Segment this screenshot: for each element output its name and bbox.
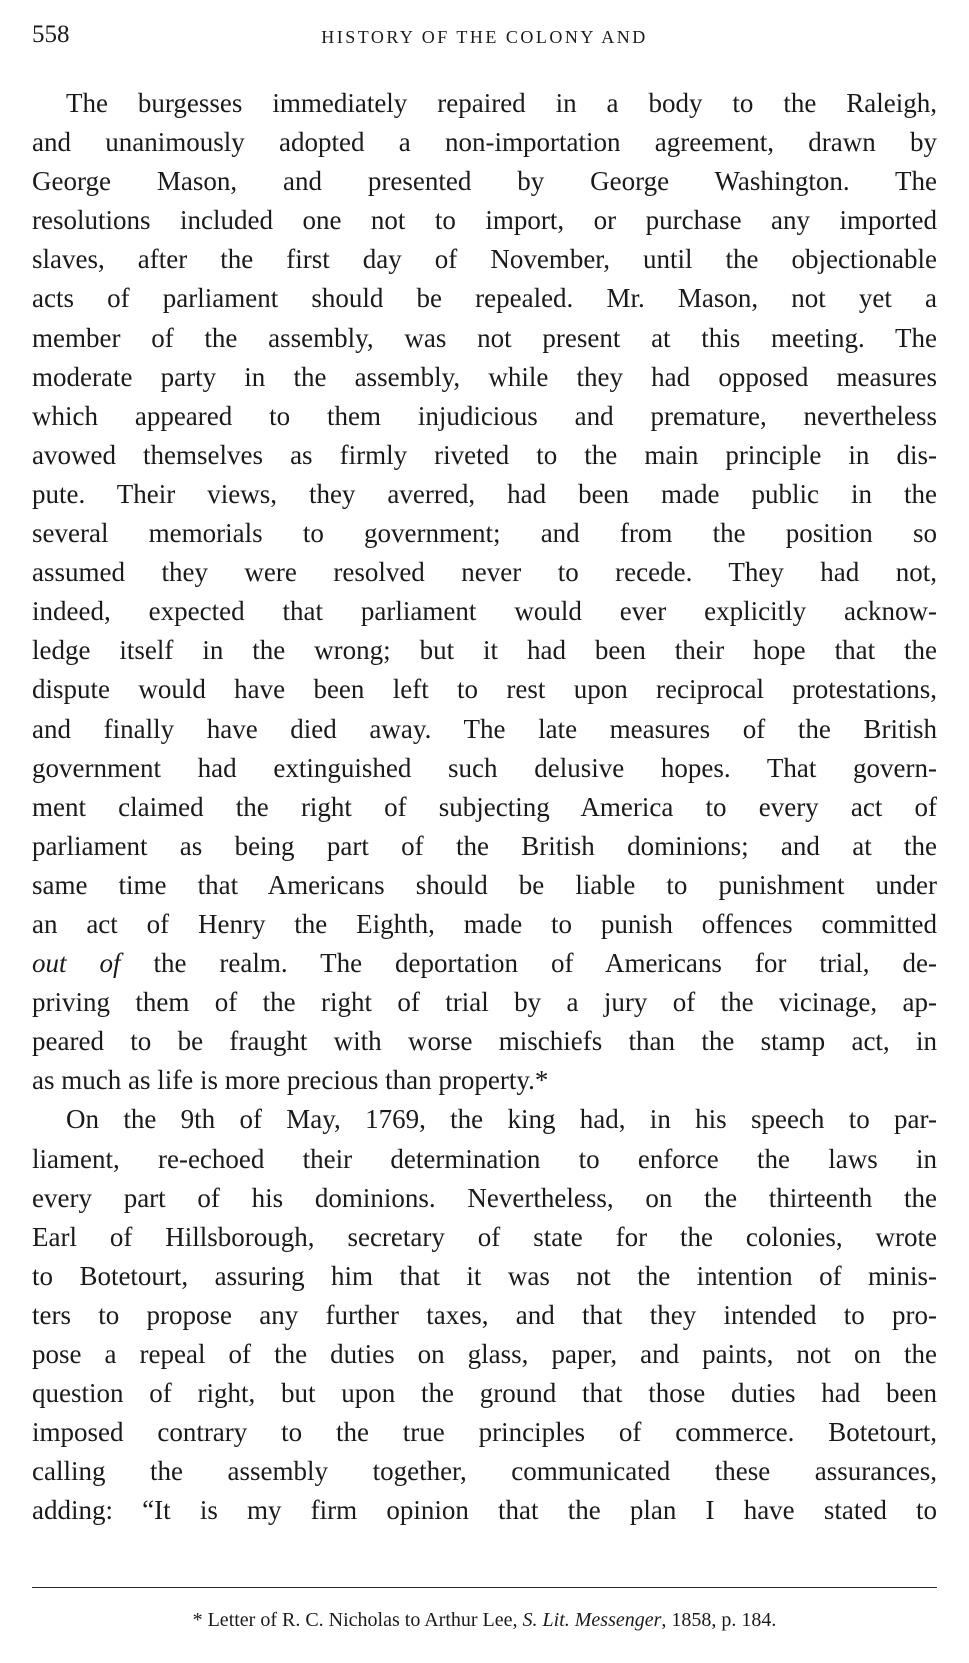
text-line: peared to be fraught with worse mischiefs than the stamp act, in (32, 1026, 937, 1057)
text-line: and unanimously adopted a non-importation agreement, drawn by (32, 127, 937, 158)
footnote-citation: , 1858, p. 184. (661, 1609, 777, 1631)
text-line: government had extinguished such delusive hopes. That govern- (32, 752, 937, 783)
footnote-source: S. Lit. Messenger (522, 1609, 662, 1631)
text-line: every part of his dominions. Nevertheless, on the thirteenth the (32, 1182, 937, 1213)
text-line: On the 9th of May, 1769, the king had, in his speech to par- (66, 1104, 937, 1135)
text-line: ment claimed the right of subjecting America to every act of (32, 791, 937, 822)
text-line: resolutions included one not to import, or purchase any imported (32, 205, 937, 236)
text-line: moderate party in the assembly, while they had opposed measures (32, 361, 937, 392)
text-line: as much as life is more precious than property.* (32, 1065, 549, 1096)
text-line: which appeared to them injudicious and premature, nevertheless (32, 400, 937, 431)
text-line: member of the assembly, was not present at this meeting. The (32, 322, 937, 353)
text-line: assumed they were resolved never to recede. They had not, (32, 557, 937, 588)
footnote-divider (32, 1587, 937, 1588)
running-title: HISTORY OF THE COLONY AND (321, 27, 648, 47)
text-line: to Botetourt, assuring him that it was not the intention of minis- (32, 1260, 937, 1291)
italic-phrase: out of (32, 948, 121, 979)
running-head (32, 18, 937, 52)
text-line: George Mason, and presented by George Washington. The (32, 166, 937, 197)
text-line-with-italic (32, 944, 937, 983)
text-fragment: the realm. The deportation of Americans for trial, de- (120, 948, 937, 979)
body-text (32, 84, 937, 1530)
text-line: same time that Americans should be liable to punishment under (32, 869, 937, 900)
text-line: pose a repeal of the duties on glass, paper, and paints, not on the (32, 1339, 937, 1369)
text-line: adding: “It is my firm opinion that the plan I have stated to (32, 1495, 937, 1526)
text-line: calling the assembly together, communicated these assurances, (32, 1456, 937, 1487)
text-line: question of right, but upon the ground that those duties had been (32, 1378, 937, 1409)
text-line: ters to propose any further taxes, and that they intended to pro- (32, 1299, 937, 1330)
text-line: parliament as being part of the British dominions; and at the (32, 830, 937, 861)
text-line: indeed, expected that parliament would ever explicitly acknow- (32, 596, 937, 627)
text-line: liament, re-echoed their determination to enforce the laws in (32, 1143, 937, 1174)
text-line: and finally have died away. The late measures of the British (32, 713, 937, 744)
text-line: imposed contrary to the true principles of commerce. Botetourt, (32, 1417, 937, 1448)
text-line: Earl of Hillsborough, secretary of state for the colonies, wrote (32, 1221, 937, 1252)
text-line: pute. Their views, they averred, had been made public in the (32, 478, 937, 509)
text-line: slaves, after the first day of November, until the objectionable (32, 244, 937, 275)
text-line: avowed themselves as firmly riveted to the main principle in dis- (32, 439, 937, 470)
text-line: an act of Henry the Eighth, made to punish offences committed (32, 908, 937, 939)
text-line: acts of parliament should be repealed. Mr. Mason, not yet a (32, 283, 937, 314)
text-line: ledge itself in the wrong; but it had been their hope that the (32, 635, 937, 666)
text-line: several memorials to government; and from the position so (32, 518, 937, 549)
text-line: dispute would have been left to rest upon reciprocal protestations, (32, 674, 937, 705)
footnote (32, 1604, 937, 1636)
text-line: priving them of the right of trial by a jury of the vicinage, ap- (32, 987, 937, 1018)
text-line: The burgesses immediately repaired in a body to the Raleigh, (66, 88, 937, 118)
footnote-text: * Letter of R. C. Nicholas to Arthur Lee, (192, 1609, 523, 1631)
page-number: 558 (32, 21, 70, 48)
